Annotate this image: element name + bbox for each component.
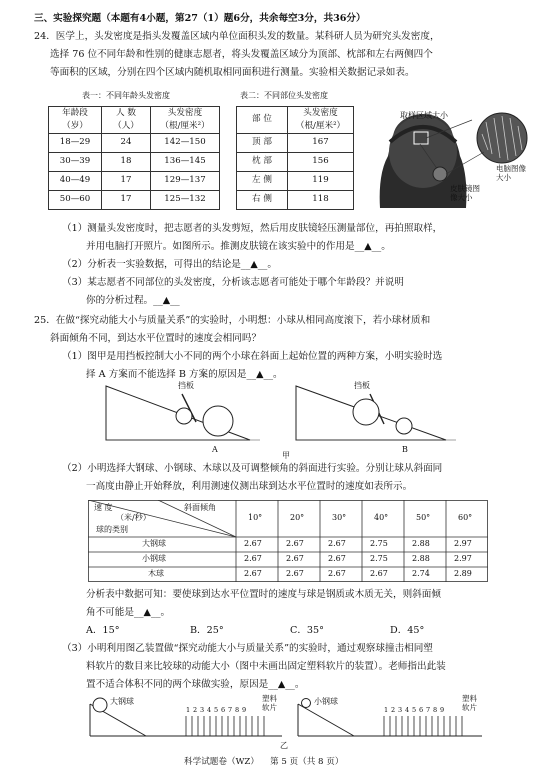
t3-cell: 2.97 bbox=[454, 539, 472, 548]
ruler-numbers-left: 1 2 3 4 5 6 7 8 9 bbox=[186, 706, 247, 714]
q24-line-2: 选择 76 位不同年龄和性别的健康志愿者，将头发覆盖区域分为顶部、枕部和左右两侧四个 bbox=[50, 49, 433, 60]
t3-cell: 2.67 bbox=[286, 569, 304, 578]
big-ball-label: 大钢球 bbox=[110, 697, 134, 706]
figure-jia bbox=[100, 381, 480, 460]
t3-cell: 2.75 bbox=[370, 539, 388, 548]
t3-cell: 2.89 bbox=[454, 569, 472, 578]
q24-sub2: （2）分析表一实验数据，可得出的结论是__▲__。 bbox=[62, 259, 277, 270]
option-d: D．45° bbox=[390, 625, 425, 636]
q25-sub3-c: 置不适合体积不同的两个球做实验，原因是__▲__。 bbox=[86, 679, 305, 690]
sheet-label-left: 塑料软片 bbox=[262, 694, 277, 712]
t3-corner-kind: 球的类别 bbox=[96, 525, 128, 534]
t1-h-count: 人 数 （人） bbox=[102, 107, 151, 134]
table-row: 顶 部 167 bbox=[237, 133, 354, 152]
baffle-label-b: 挡板 bbox=[354, 381, 370, 390]
q25-sub2b-a: 分析表中数据可知：要使球到达水平位置时的速度与球是钢质或木质无关，则斜面倾 bbox=[86, 589, 441, 600]
q24-line-1: 24．医学上，头发密度是指头发覆盖区域内单位面积头发的数量。某科研人员为研究头发密度， bbox=[34, 31, 440, 42]
table-row: 右 侧 118 bbox=[237, 190, 354, 209]
t3-corner-unit: （米/秒） bbox=[116, 513, 151, 522]
t3-row-name: 木球 bbox=[148, 569, 164, 578]
option-c: C．35° bbox=[290, 625, 324, 636]
q24-sub1-a: （1）测量头发密度时，把志愿者的头发剪短，然后用皮肤镜轻压测量部位，再拍照取样， bbox=[62, 223, 443, 234]
table2-caption: 表二：不同部位头发密度 bbox=[240, 91, 328, 100]
table1 bbox=[48, 106, 220, 210]
t3-corner-speed: 速 度 bbox=[94, 503, 113, 512]
t3-cell: 2.67 bbox=[328, 554, 346, 563]
table-row: 30—39 18 136—145 bbox=[49, 152, 220, 171]
t3-angle-4: 50° bbox=[416, 513, 431, 522]
q25-sub2-a: （2）小明选择大钢球、小钢球、木球以及可调整倾角的斜面进行实验。分别让球从斜面同 bbox=[62, 463, 443, 474]
dermoscope-label: 皮肤镜图像大小 bbox=[450, 184, 480, 202]
t3-cell: 2.67 bbox=[328, 539, 346, 548]
section-header: 三、实验探究题（本题有4小题，第27（1）题6分，共余每空3分，共36分） bbox=[34, 13, 366, 24]
t3-angle-3: 40° bbox=[374, 513, 389, 522]
table1-caption: 表一：不同年龄头发密度 bbox=[82, 91, 170, 100]
t3-angle-0: 10° bbox=[248, 513, 263, 522]
fig-yi-caption: 乙 bbox=[280, 741, 288, 750]
t3-cell: 2.67 bbox=[286, 554, 304, 563]
label-a: A bbox=[212, 445, 218, 454]
magnifier-label: 电脑图像大小 bbox=[496, 164, 526, 182]
t3-row-name: 小钢球 bbox=[142, 554, 166, 563]
t3-corner-angle: 斜面倾角 bbox=[184, 503, 216, 512]
footer-page: 第 5 页（共 8 页） bbox=[270, 757, 344, 767]
q25-sub1-b: 择 A 方案而不能选择 B 方案的原因是__▲__。 bbox=[86, 369, 283, 380]
q24-sub3-a: （3）某志愿者不同部位的头发密度，分析该志愿者可能处于哪个年龄段？并说明 bbox=[62, 277, 404, 288]
ruler-numbers-right: 1 2 3 4 5 6 7 8 9 bbox=[384, 706, 445, 714]
figure-yi bbox=[86, 694, 486, 754]
table2 bbox=[236, 106, 354, 210]
q25-line-2: 斜面倾角不同，到达水平位置时的速度会相同吗？ bbox=[50, 333, 262, 344]
t2-h-part: 部 位 bbox=[237, 107, 288, 134]
t3-cell: 2.75 bbox=[370, 554, 388, 563]
t3-cell: 2.67 bbox=[244, 554, 262, 563]
baffle-label-a: 挡板 bbox=[178, 381, 194, 390]
q25-sub1-a: （1）图甲是用挡板控制大小不同的两个小球在斜面上起始位置的两种方案，小明实验时选 bbox=[62, 351, 443, 362]
q24-sub3-b: 你的分析过程。__▲__ bbox=[86, 295, 180, 306]
table-row: 50—60 17 125—132 bbox=[49, 190, 220, 209]
small-ball-label: 小钢球 bbox=[314, 697, 338, 706]
fig-jia-caption: 甲 bbox=[282, 451, 290, 460]
sheet-label-right: 塑料软片 bbox=[462, 694, 477, 712]
t3-cell: 2.67 bbox=[328, 569, 346, 578]
t3-cell: 2.67 bbox=[244, 539, 262, 548]
table-row: 18—29 24 142—150 bbox=[49, 133, 220, 152]
t3-cell: 2.67 bbox=[286, 539, 304, 548]
t3-cell: 2.88 bbox=[412, 539, 430, 548]
t1-h-age: 年龄段 （岁） bbox=[49, 107, 102, 134]
q25-sub2b-b: 角不可能是__▲__。 bbox=[86, 607, 171, 618]
t3-cell: 2.74 bbox=[412, 569, 430, 578]
t2-h-density: 头发密度 （根/厘米²） bbox=[288, 107, 354, 134]
hair-area-label: 取样区域大小 bbox=[400, 111, 448, 120]
option-b: B．25° bbox=[190, 625, 224, 636]
t3-cell: 2.67 bbox=[244, 569, 262, 578]
table-row: 枕 部 156 bbox=[237, 152, 354, 171]
t3-cell: 2.88 bbox=[412, 554, 430, 563]
q25-sub3-a: （3）小明利用图乙装置做“探究动能大小与质量关系”的实验时，通过观察球撞击相同塑 bbox=[62, 643, 433, 654]
footer-left: 科学试题卷（WZ） bbox=[184, 757, 259, 767]
t1-h-density: 头发密度 （根/厘米²） bbox=[151, 107, 220, 134]
table-row: 40—49 17 129—137 bbox=[49, 171, 220, 190]
q24-line-3: 等面积的区域，分别在四个区域内随机取相同面积进行测量。实验相关数据记录如表。 bbox=[50, 67, 415, 78]
q25-line-1: 25．在做“探究动能大小与质量关系”的实验时，小明想：小球从相同高度滚下，若小球材质和 bbox=[34, 315, 431, 326]
option-a: A．15° bbox=[86, 625, 120, 636]
t3-row-name: 大钢球 bbox=[142, 539, 166, 548]
t3-angle-5: 60° bbox=[458, 513, 473, 522]
table3 bbox=[88, 500, 488, 582]
q24-sub1-b: 并用电脑打开照片。如图所示。推测皮肤镜在该实验中的作用是__▲__。 bbox=[86, 241, 391, 252]
t3-cell: 2.67 bbox=[370, 569, 388, 578]
t3-angle-2: 30° bbox=[332, 513, 347, 522]
t3-angle-1: 20° bbox=[290, 513, 305, 522]
t3-cell: 2.97 bbox=[454, 554, 472, 563]
table-row: 左 侧 119 bbox=[237, 171, 354, 190]
incline-diagram bbox=[100, 384, 480, 444]
label-b: B bbox=[402, 445, 408, 454]
q25-sub3-b: 料软片的数目来比较球的动能大小（图中未画出固定塑料软片的装置）。老师指出此装 bbox=[86, 661, 446, 672]
q25-sub2-b: 一高度由静止开始释放，利用测速仪测出球到达水平位置时的速度如表所示。 bbox=[86, 481, 413, 492]
head-figure bbox=[360, 92, 530, 210]
